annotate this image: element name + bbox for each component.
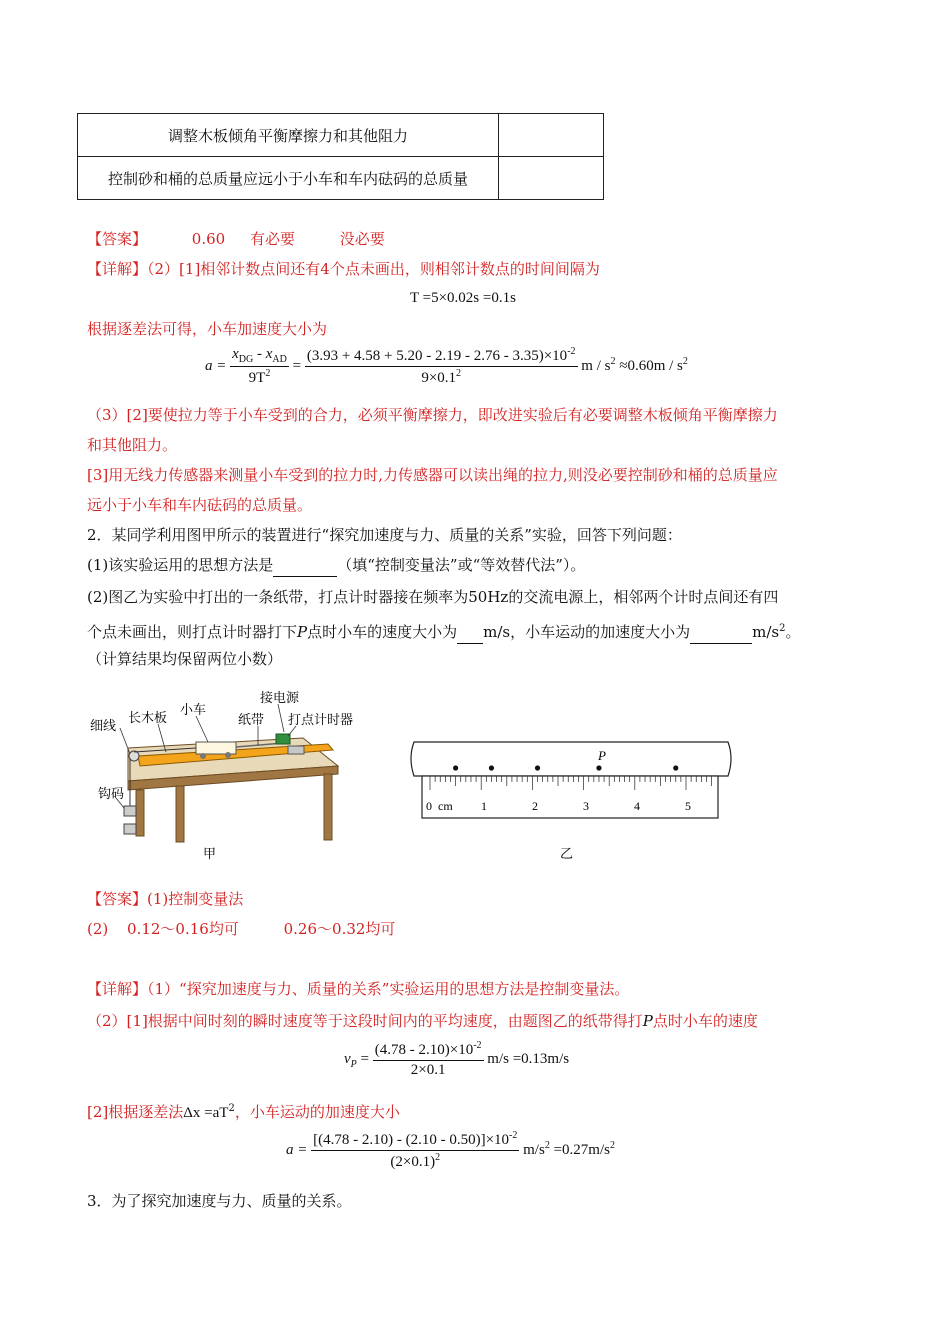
table-leg <box>324 774 332 840</box>
label-string: 细线 <box>90 719 117 734</box>
eq-num: [(4.78 - 2.10) - (2.10 - 0.50)]×10 <box>313 1132 510 1148</box>
eq-sup: 2 <box>610 355 616 367</box>
figure-caption: 甲 <box>203 847 217 862</box>
q1-answer <box>87 228 385 250</box>
eq-sup: -2 <box>473 1040 482 1051</box>
eq-sup: 2 <box>265 368 271 379</box>
label-board: 长木板 <box>128 711 168 726</box>
tape-dot <box>596 765 601 770</box>
eq-var: a = <box>205 357 227 374</box>
answer-value: 0.12～0.16均可 <box>127 920 239 938</box>
detail-text: （1）“探究加速度与力、质量的关系”实验运用的思想方法是控制变量法。 <box>147 980 630 998</box>
q2-part1 <box>87 554 585 577</box>
eq-sup: 2 <box>435 1152 441 1163</box>
q2-text: m/s <box>752 623 780 641</box>
answer-blank[interactable] <box>457 621 483 644</box>
q2-text: 个点未画出，则打点计时器打下 <box>87 623 298 641</box>
eq-sup: 2 <box>456 368 462 379</box>
q1-detail-line: 远小于小车和车内砝码的总质量。 <box>87 496 313 514</box>
tape-dot <box>489 765 494 770</box>
equation-acceleration-1: a = $\frac{x_{DG} - x_{AD}}{9T^2}$ = $\frac{(3.93 + 4.58 + 5.20 - 2.19 - 2.76 - 3.35)\times 10^{-2}}{9\times 0.1^2}$ $m / s^2 \approx 0.60m / s^2$ <box>205 346 688 386</box>
fraction <box>373 1040 484 1079</box>
eq-unit: m/s <box>523 1141 545 1158</box>
eq-var: - x <box>253 346 273 362</box>
detail-text: [2]根据逐差法 <box>87 1103 184 1121</box>
tick-label: 1 <box>481 799 487 813</box>
unit-label: cm <box>438 799 453 813</box>
paper-tape <box>411 742 731 776</box>
eq-sub: AD <box>272 354 287 365</box>
detail-label: 【详解】 <box>87 260 148 278</box>
table-cell <box>499 114 604 157</box>
eq-unit: m / s <box>581 357 611 374</box>
q2-part2-line: (2)图乙为实验中打出的一条纸带，打点计时器接在频率为50Hz的交流电源上，相邻两个计时点间还有四 <box>87 588 779 606</box>
equation-period: T =5×0.02s =0.1s <box>410 290 516 306</box>
answer-value: 有必要 <box>249 230 295 248</box>
q2-detail-line <box>87 1010 758 1032</box>
eq-den: 9×0.1 <box>421 370 457 386</box>
label-cart: 小车 <box>180 703 207 718</box>
eq-result: ≈0.60m / s <box>619 357 683 374</box>
answer-label: 【答案】 <box>87 230 148 248</box>
eq-sup: -2 <box>509 1130 518 1141</box>
wheel <box>200 753 206 759</box>
eq-den: (2×0.1) <box>390 1154 436 1170</box>
fraction <box>230 346 289 387</box>
tick-label: 5 <box>685 799 691 813</box>
apparatus-figure <box>88 686 358 866</box>
q1-detail-line <box>87 258 600 280</box>
tick-label: 0 <box>426 799 432 813</box>
q2-part2-line <box>87 618 800 644</box>
q2-text: m/s，小车运动的加速度大小为 <box>483 623 691 641</box>
tick-label: 2 <box>532 799 538 813</box>
q2-text: 点时小车的速度大小为 <box>307 623 458 641</box>
q1-detail-line: 根据逐差法可得，小车加速度大小为 <box>87 320 328 338</box>
tick-label: 3 <box>583 799 589 813</box>
detail-sup: 2 <box>228 1103 235 1114</box>
wheel <box>225 752 231 758</box>
table-row <box>78 114 604 157</box>
answer-value: 没必要 <box>339 230 385 248</box>
eq-sub: P <box>350 1058 357 1070</box>
q2-answer <box>87 918 395 940</box>
q2-sup: 2 <box>779 623 786 634</box>
q2-text: （填“控制变量法”或“等效替代法”）。 <box>337 556 586 574</box>
q2-detail-line <box>87 978 629 1000</box>
table-row <box>78 157 604 200</box>
equation-velocity: $v_P$ = $\frac{(4.78 - 2.10)\times 10^{-2}}{2\times 0.1}$ m/s =0.13m/s <box>344 1040 570 1078</box>
q1-detail-line: （3）[2]要使拉力等于小车受到的合力，必须平衡摩擦力，即改进实验后有必要调整木板倾角平衡摩擦力 <box>87 406 778 424</box>
q2-answer <box>87 888 243 910</box>
tape-dot <box>453 765 458 770</box>
table-leg <box>136 790 144 836</box>
answer-value: (1)控制变量法 <box>147 890 244 908</box>
answer-value: 0.60 <box>191 230 226 248</box>
eq-result: m/s =0.13m/s <box>487 1050 570 1067</box>
stand <box>288 746 304 754</box>
label-timer: 打点计时器 <box>288 713 354 728</box>
options-table <box>77 113 604 200</box>
table-cell: 控制砂和桶的总质量应远小于小车和车内砝码的总质量 <box>78 157 499 200</box>
detail-var: P <box>642 1012 653 1030</box>
eq-sub: DG <box>238 354 254 365</box>
eq-num: (3.93 + 4.58 + 5.20 - 2.19 - 2.76 - 3.35)×10 <box>306 348 568 364</box>
eq-den: 2×0.1 <box>410 1062 446 1078</box>
cart <box>196 742 236 754</box>
q1-detail-line: [3]用无线力传感器来测量小车受到的拉力时,力传感器可以读出绳的拉力,则没必要控制砂和桶的总质量应 <box>87 466 778 484</box>
table-leg <box>176 786 184 842</box>
eq-num: (4.78 - 2.10)×10 <box>374 1042 474 1058</box>
q2-stem: 2．某同学利用图甲所示的装置进行“探究加速度与力、质量的关系”实验，回答下列问题： <box>87 526 682 544</box>
detail-text: （2）[1]根据中间时刻的瞬时速度等于这段时间内的平均速度，由题图乙的纸带得打 <box>87 1012 643 1030</box>
q2-detail-line <box>87 1098 400 1124</box>
hook-weight <box>124 824 136 834</box>
table-cell <box>499 157 604 200</box>
label-power: 接电源 <box>260 691 300 706</box>
answer-label: 【答案】 <box>87 890 148 908</box>
detail-text: ，小车运动的加速度大小 <box>234 1103 400 1121</box>
eq-den: 9T <box>248 370 266 386</box>
ruler <box>422 776 718 818</box>
label-tape: 纸带 <box>238 713 265 728</box>
label-weight: 钩码 <box>98 787 125 802</box>
q2-var: P <box>297 623 308 641</box>
tick-label: 4 <box>634 799 640 813</box>
detail-text: （2）[1]相邻计数点间还有4个点未画出，则相邻计数点的时间间隔为 <box>147 260 600 278</box>
answer-value: 0.26～0.32均可 <box>283 920 396 938</box>
q2-text: (1)该实验运用的思想方法是 <box>87 556 274 574</box>
eq-sup: 2 <box>544 1139 550 1151</box>
eq-var: a = <box>286 1141 308 1158</box>
eq-sup: 2 <box>609 1139 615 1151</box>
fraction <box>305 346 578 387</box>
eq-var: x <box>232 346 239 362</box>
tape-figure <box>410 736 740 866</box>
q1-detail-line: 和其他阻力。 <box>87 436 178 454</box>
q2-text: 。 <box>785 623 801 641</box>
detail-label: 【详解】 <box>87 980 148 998</box>
eq-var: v <box>344 1050 351 1067</box>
detail-text: 点时小车的速度 <box>652 1012 758 1030</box>
answer-blank[interactable] <box>690 621 752 644</box>
eq-result: =0.27m/s <box>553 1141 610 1158</box>
eq-sup: -2 <box>567 346 576 357</box>
equation-acceleration-2 <box>286 1130 615 1171</box>
detail-eq: Δx =aT <box>183 1105 229 1121</box>
point-p-label: P <box>598 748 606 763</box>
figure-caption: 乙 <box>560 847 574 862</box>
hook-weight <box>124 806 136 816</box>
q2-part2-line: （计算结果均保留两位小数） <box>87 650 283 668</box>
tape-dot <box>673 765 678 770</box>
table-cell: 调整木板倾角平衡摩擦力和其他阻力 <box>78 114 499 157</box>
fraction <box>311 1130 519 1171</box>
eq-sup: 2 <box>682 355 688 367</box>
answer-blank[interactable] <box>273 554 337 577</box>
tape-dot <box>535 765 540 770</box>
answer-value: (2) <box>87 920 109 938</box>
q3-stem: 3．为了探究加速度与力、质量的关系。 <box>87 1192 352 1210</box>
